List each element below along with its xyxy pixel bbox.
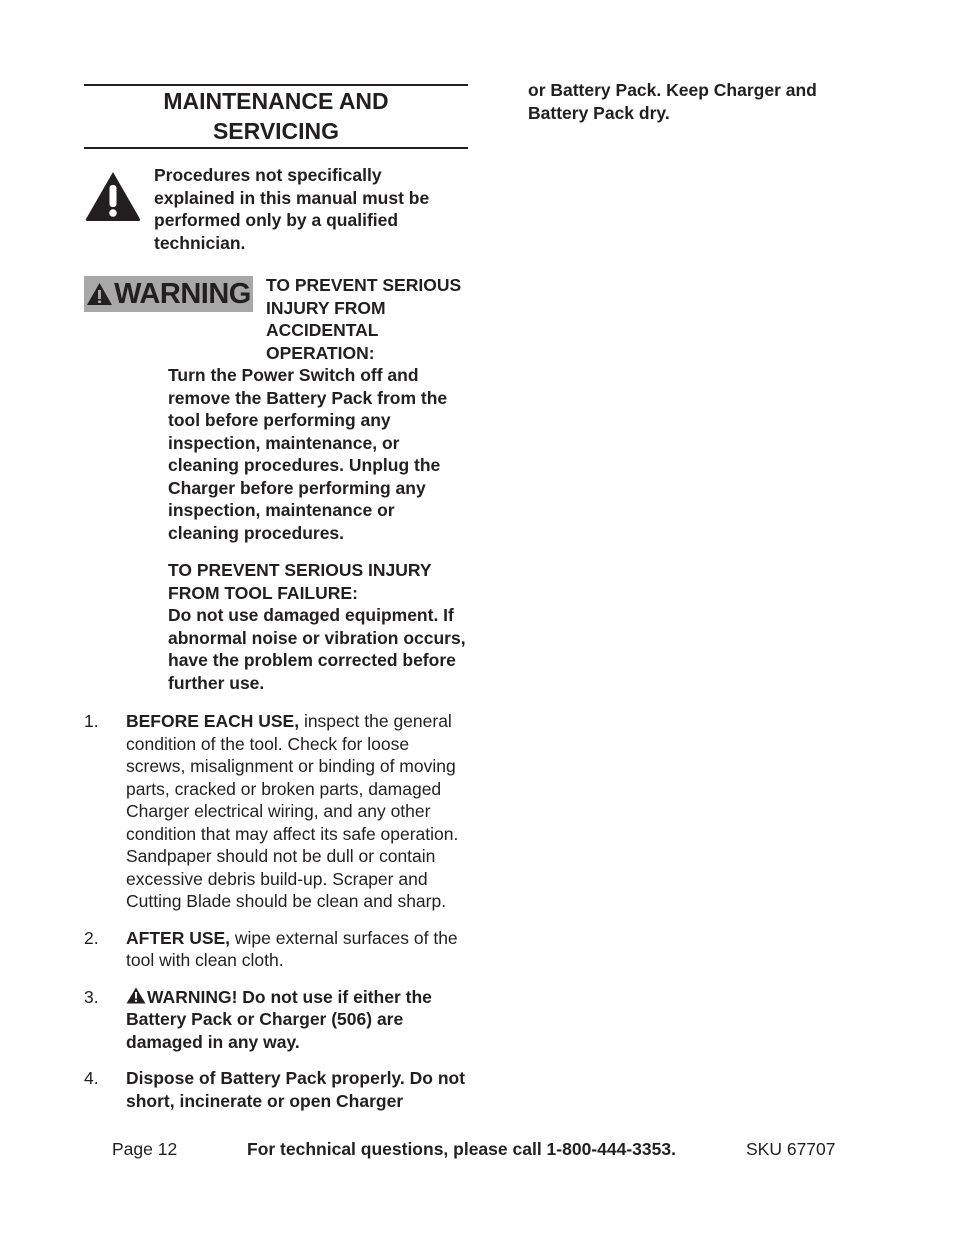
list-text: Do not use if either the Battery Pack or Charger (506) are damaged in any way.	[126, 986, 432, 1052]
warning-heading-failure: TO PREVENT SERIOUS INJURY FROM TOOL FAILURE:	[168, 560, 432, 603]
section-title-line2: SERVICING	[212, 118, 340, 144]
caution-text: Procedures not specifically explained in this manual must be performed only by a qualified technician.	[154, 165, 430, 253]
list-lead: WARNING!	[147, 986, 238, 1007]
list-text: wipe external surfaces of the tool with clean cloth.	[126, 927, 458, 970]
list-number: 1.	[84, 711, 99, 731]
list-number: 3.	[84, 986, 99, 1007]
warning-body-failure: Do not use damaged equipment. If abnormal noise or vibration occurs, have the problem corrected before further use.	[168, 605, 466, 693]
page-number: Page 12	[112, 1139, 178, 1159]
warning-block	[84, 274, 468, 694]
warning-body-accidental: Turn the Power Switch off and remove the Battery Pack from the tool before performing any inspection, maintenance, or cleaning procedures. Unplug the Charger before performing any inspection, maintenance or cleaning procedures.	[168, 365, 448, 543]
warning-triangle-icon	[84, 170, 142, 222]
list-item	[84, 986, 468, 1054]
section-title	[84, 84, 468, 149]
list-text: Dispose of Battery Pack properly. Do not short, incinerate or open Charger	[126, 1068, 466, 1111]
caution-note	[84, 164, 468, 256]
list-lead: BEFORE EACH USE,	[126, 711, 300, 731]
warning-label: WARNING	[114, 277, 251, 310]
warning-badge	[84, 276, 253, 312]
section-title-line1: MAINTENANCE AND	[163, 88, 389, 114]
list-lead: AFTER USE,	[126, 927, 231, 948]
continued-text: or Battery Pack. Keep Charger and Battery Pack dry.	[528, 80, 817, 123]
list-text: inspect the general condition of the tool. Check for loose screws, misalignment or binding of moving parts, cracked or broken parts, damaged Charger electrical wiring, and any other condition that may affect its safe operation. Sandpaper should not be dull or contain excessive debris build-up. Scraper and Cutting Blade should be clean and sharp.	[126, 711, 459, 911]
list-item	[84, 710, 468, 913]
list-item	[84, 927, 468, 972]
warning-heading-text: TO PREVENT SERIOUS INJURY FROM ACCIDENTAL OPERATION:	[266, 275, 462, 363]
support-phone: For technical questions, please call 1-800-444-3353.	[247, 1139, 676, 1159]
warning-triangle-icon	[126, 987, 146, 1004]
warning-heading-part	[266, 274, 468, 364]
sku-number: SKU 67707	[746, 1139, 836, 1159]
warning-triangle-icon	[86, 282, 113, 306]
list-number: 2.	[84, 927, 99, 948]
list-number: 4.	[84, 1068, 99, 1088]
left-column	[84, 84, 468, 1112]
list-item	[84, 1067, 468, 1112]
